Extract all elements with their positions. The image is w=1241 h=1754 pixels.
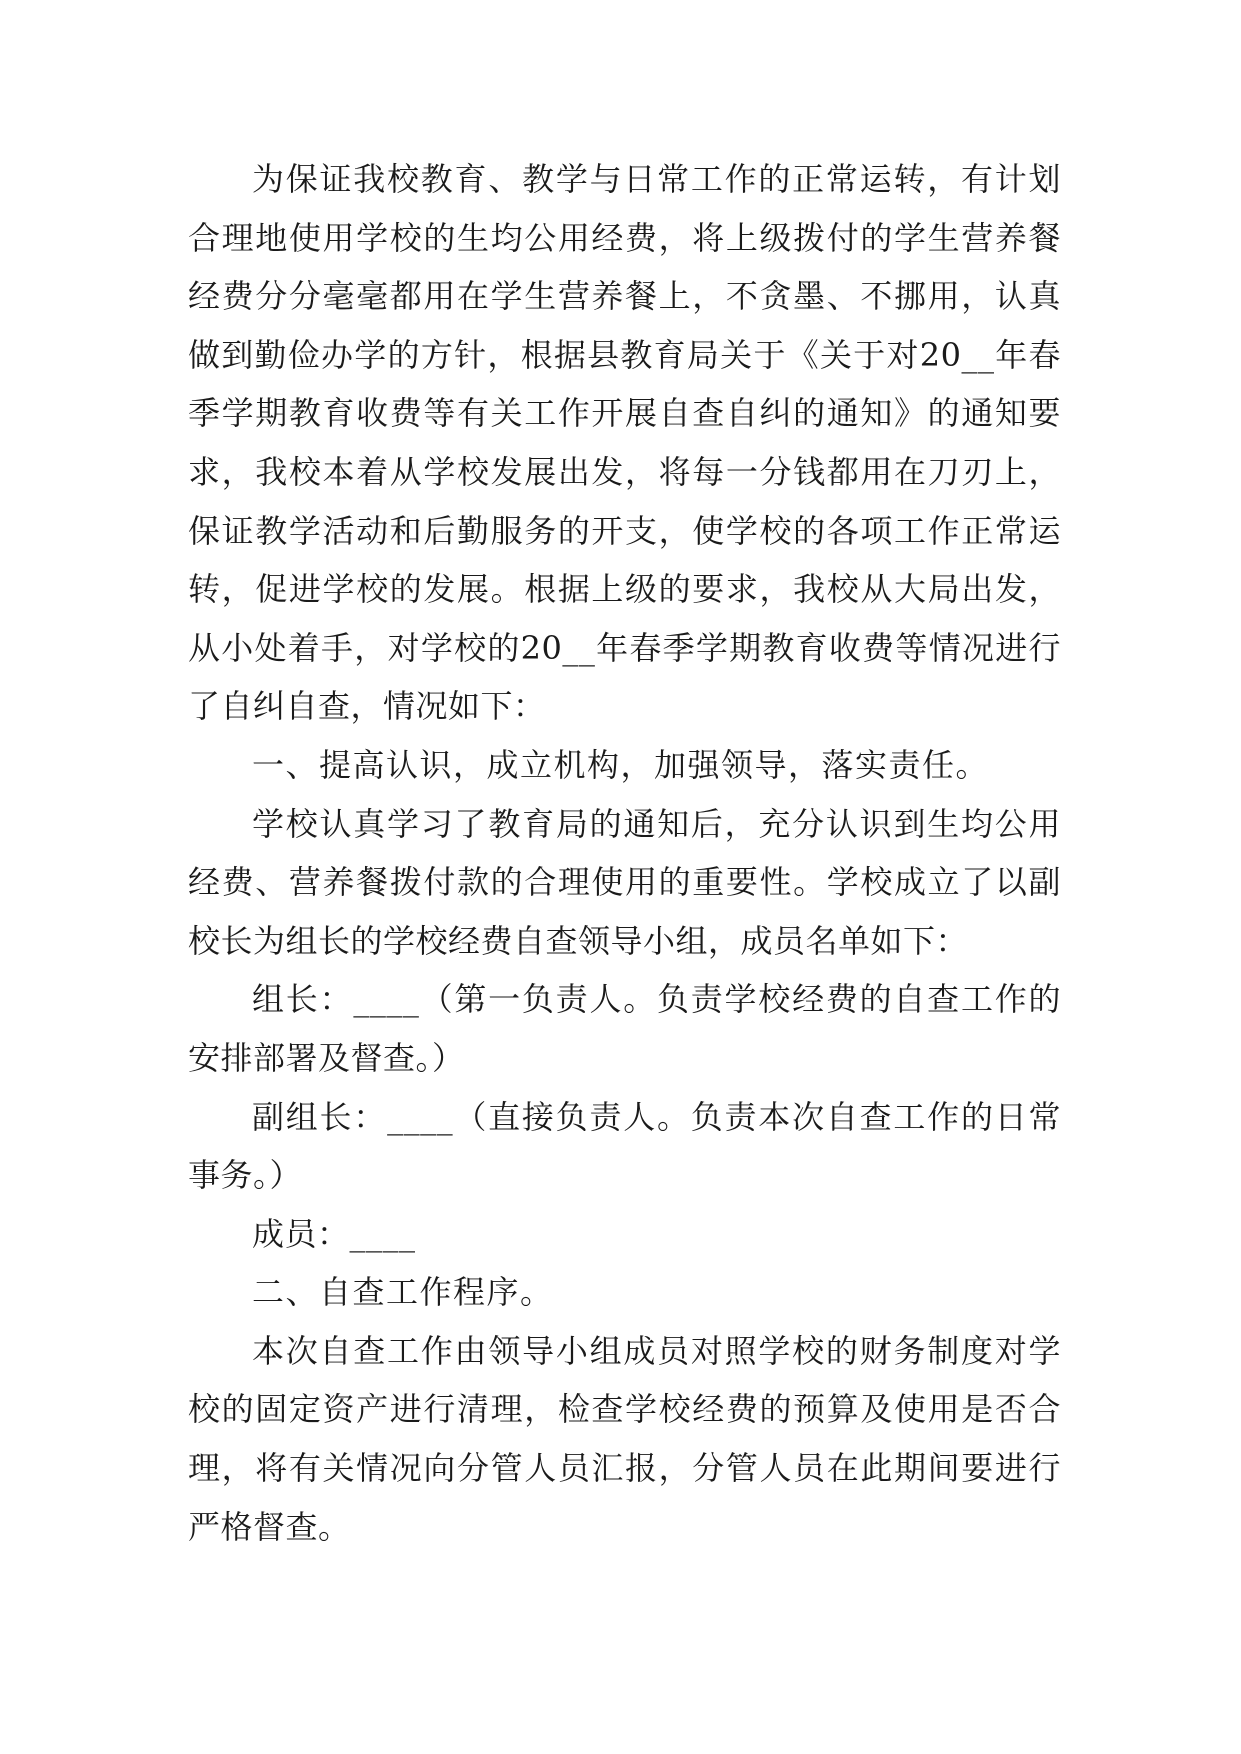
paragraph-intro: 为保证我校教育、教学与日常工作的正常运转，有计划合理地使用学校的生均公用经费，将上级拨付的学生营养餐经费分分毫毫都用在学生营养餐上，不贪墨、不挪用，认真做到勤俭办学的方针，根据县教育局关于《关于对20__年春季学期教育收费等有关工作开展自查自纠的通知》的通知要求，我校本着从学校发展出发，将每一分钱都用在刀刃上，保证教学活动和后勤服务的开支，使学校的各项工作正常运转，促进学校的发展。根据上级的要求，我校从大局出发，从小处着手，对学校的20__年春季学期教育收费等情况进行了自纠自查，情况如下： — [188, 160, 1061, 726]
section-heading-2: 二、自查工作程序。 — [252, 1273, 554, 1312]
paragraph-members: 成员：____ — [252, 1214, 416, 1253]
paragraph-leader: 组长：____（第一负责人。负责学校经费的自查工作的安排部署及督查。） — [188, 980, 1061, 1077]
section-heading-1: 一、提高认识，成立机构，加强领导，落实责任。 — [252, 745, 990, 784]
paragraph-procedure: 本次自查工作由领导小组成员对照学校的财务制度对学校的固定资产进行清理，检查学校经费的预算及使用是否合理，将有关情况向分管人员汇报，分管人员在此期间要进行严格督查。 — [188, 1331, 1061, 1546]
paragraph-deputy-leader: 副组长：____（直接负责人。负责本次自查工作的日常事务。） — [188, 1097, 1061, 1195]
paragraph-study-notice: 学校认真学习了教育局的通知后，充分认识到生均公用经费、营养餐拨付款的合理使用的重要性。学校成立了以副校长为组长的学校经费自查领导小组，成员名单如下： — [188, 804, 1061, 960]
